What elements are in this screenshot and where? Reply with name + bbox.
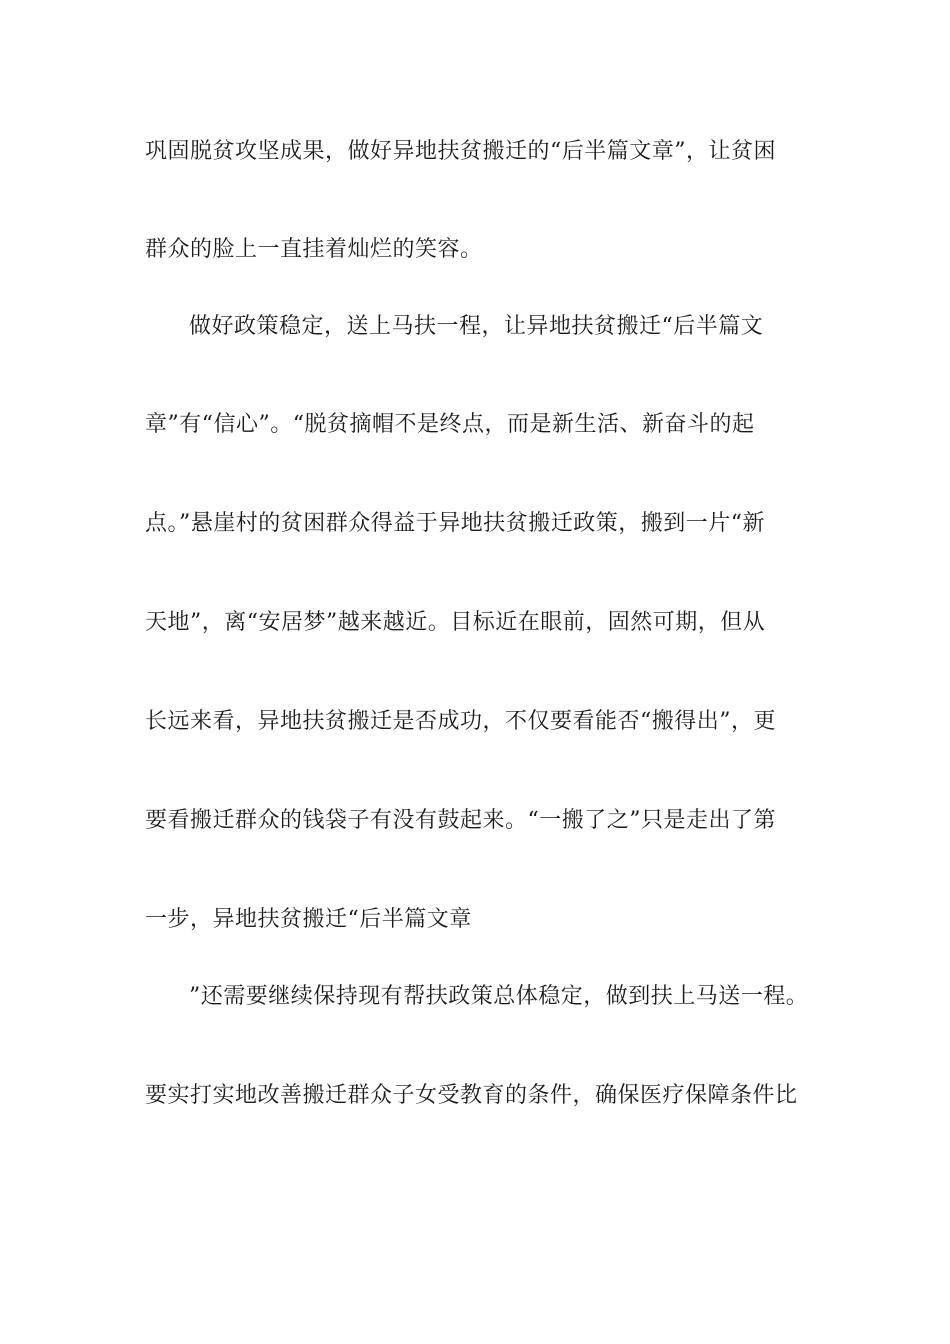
paragraph-start-line: 做好政策稳定，送上马扶一程，让异地扶贫搬迁“后半篇文 [189,314,764,339]
text-line: 要看搬迁群众的钱袋子有没有鼓起来。“一搬了之”只是走出了第 [145,808,776,833]
paragraph-continuation-line: ”还需要继续保持现有帮扶政策总体稳定，做到扶上马送一程。 [189,984,809,1009]
text-line: 要实打实地改善搬迁群众子女受教育的条件，确保医疗保障条件比 [145,1083,798,1108]
text-line: 天地”，离“安居梦”越来越近。目标近在眼前，固然可期，但从 [145,610,766,635]
text-line: 一步，异地扶贫搬迁“后半篇文章 [145,907,472,932]
text-line: 长远来看，异地扶贫搬迁是否成功，不仅要看能否“搬得出”，更 [145,709,776,734]
text-line: 巩固脱贫攻坚成果，做好异地扶贫搬迁的“后半篇文章”，让贫困 [145,139,776,164]
text-line: 点。”悬崖村的贫困群众得益于异地扶贫搬迁政策，搬到一片“新 [145,511,765,536]
text-line: 群众的脸上一直挂着灿烂的笑容。 [145,237,483,262]
text-line: 章”有“信心”。“脱贫摘帽不是终点，而是新生活、新奋斗的起 [145,412,755,437]
